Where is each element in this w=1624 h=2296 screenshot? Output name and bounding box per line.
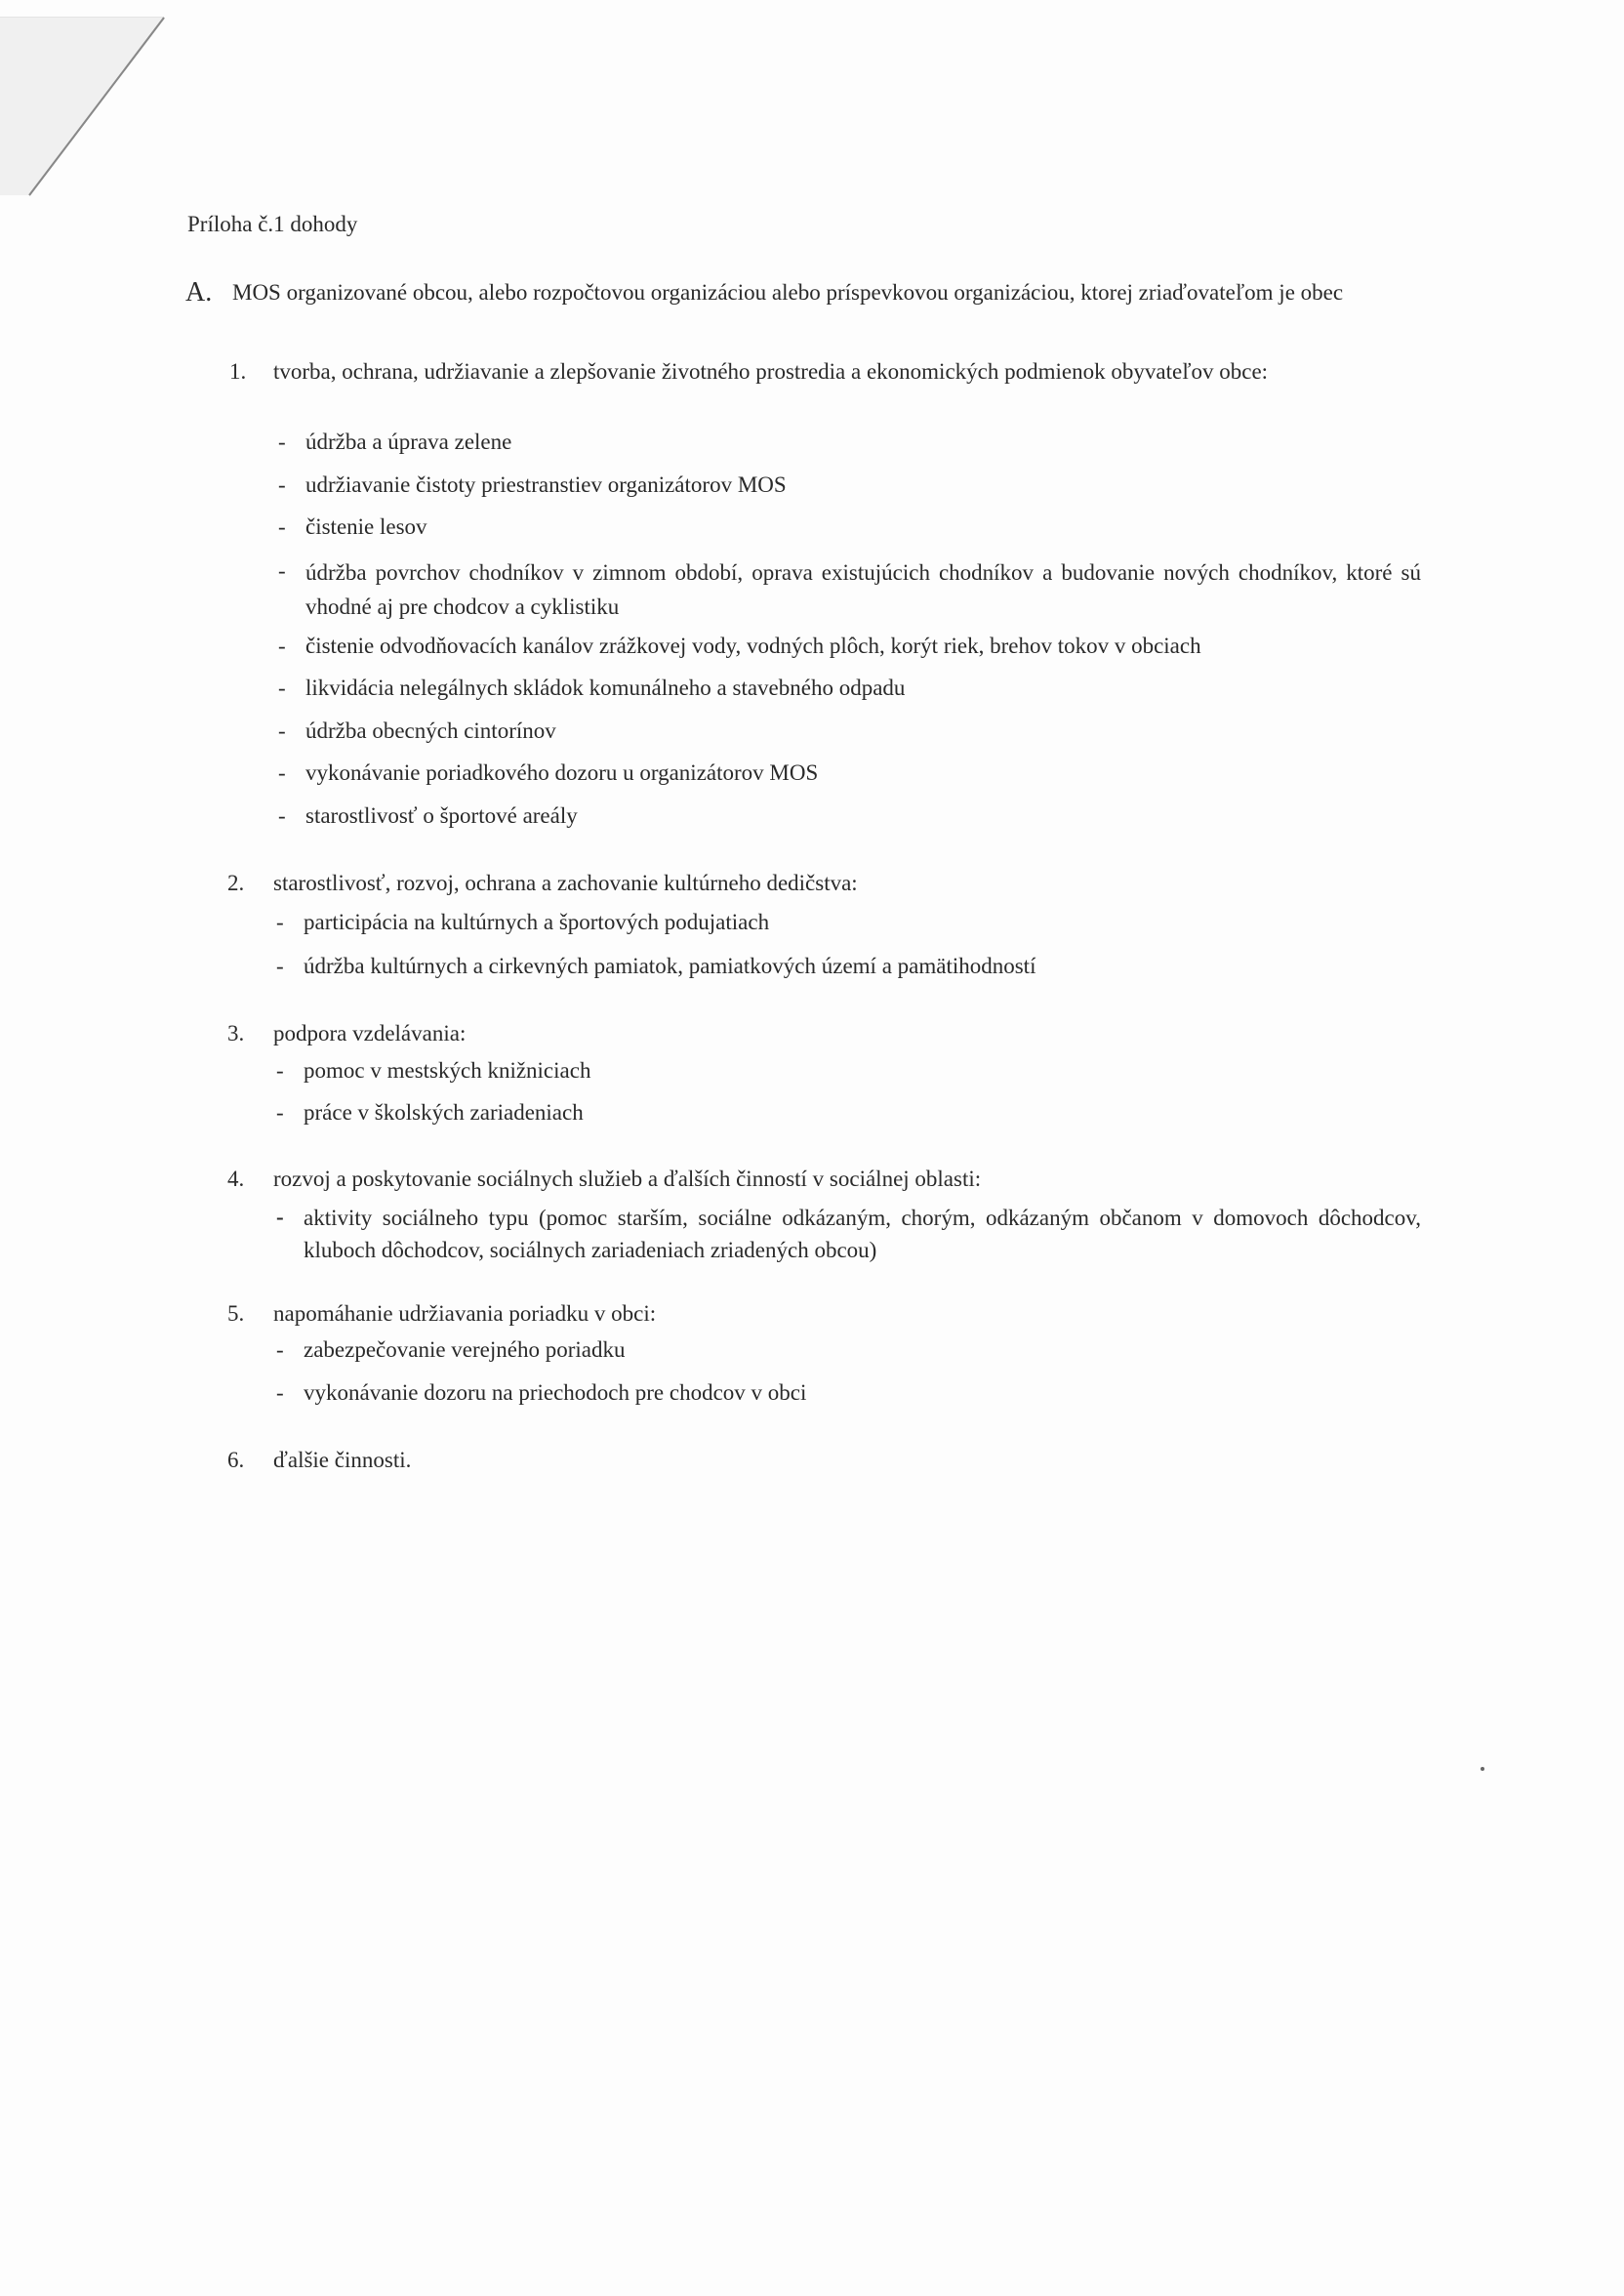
bullet-dash: -	[278, 760, 286, 785]
bullet-item: pomoc v mestských knižniciach	[304, 1058, 591, 1083]
bullet-dash: -	[276, 1380, 284, 1405]
bullet-item: čistenie odvodňovacích kanálov zrážkovej vody, vodných plôch, korýt riek, brehov tokov v obciach	[305, 634, 1201, 658]
bullet-item: aktivity sociálneho typu (pomoc starším, sociálne odkázaným, chorým, odkázaným občanom v domovoch dôchodcov, kluboch dôchodcov, sociálnych zariadeniach zriadených obcou)	[304, 1206, 1421, 1262]
item-text: rozvoj a poskytovanie sociálnych služieb a ďalších činností v sociálnej oblasti:	[273, 1167, 982, 1191]
bullet-item: práce v školských zariadeniach	[304, 1100, 584, 1125]
bullet-dash: -	[276, 954, 284, 978]
bullet-dash: -	[278, 430, 286, 454]
page-corner-fold	[0, 0, 176, 215]
bullet-dash: -	[276, 1058, 284, 1083]
item-number: 4.	[227, 1167, 245, 1191]
item-number: 1.	[229, 359, 247, 384]
bullet-item: údržba povrchov chodníkov v zimnom období, oprava existujúcich chodníkov a budovanie nových chodníkov, ktoré sú vhodné aj pre chodcov a cyklistiku	[305, 560, 1421, 619]
bullet-item: zabezpečovanie verejného poriadku	[304, 1337, 626, 1362]
bullet-dash: -	[278, 514, 286, 539]
bullet-dash: -	[276, 910, 284, 934]
bullet-dash: -	[278, 718, 286, 743]
bullet-dash: -	[278, 634, 286, 658]
item-text: starostlivosť, rozvoj, ochrana a zachovanie kultúrneho dedičstva:	[273, 871, 858, 895]
bullet-item: údržba a úprava zelene	[305, 430, 512, 454]
bullet-dash: -	[276, 1100, 284, 1125]
item-text: podpora vzdelávania:	[273, 1021, 467, 1046]
bullet-item: udržiavanie čistoty priestranstiev organizátorov MOS	[305, 472, 787, 497]
bullet-item: starostlivosť o športové areály	[305, 803, 578, 828]
item-number: 6.	[227, 1448, 245, 1472]
bullet-dash: -	[278, 558, 286, 583]
bullet-item: údržba kultúrnych a cirkevných pamiatok, pamiatkových území a pamätihodností	[304, 954, 1036, 978]
bullet-item: participácia na kultúrnych a športových podujatiach	[304, 910, 770, 934]
section-marker: A.	[185, 277, 213, 308]
bullet-item: likvidácia nelegálnych skládok komunálneho a stavebného odpadu	[305, 676, 906, 700]
bullet-dash: -	[278, 472, 286, 497]
bullet-item: vykonávanie dozoru na priechodoch pre chodcov v obci	[304, 1380, 807, 1405]
item-number: 5.	[227, 1301, 245, 1326]
item-text: tvorba, ochrana, udržiavanie a zlepšovanie životného prostredia a ekonomických podmienok obyvateľov obce:	[273, 359, 1269, 384]
item-text: ďalšie činnosti.	[273, 1448, 412, 1472]
bullet-item: čistenie lesov	[305, 514, 427, 539]
bullet-dash: -	[276, 1205, 284, 1229]
document-heading: Príloha č.1 dohody	[187, 212, 358, 236]
scan-speck	[1481, 1767, 1484, 1771]
bullet-dash: -	[278, 803, 286, 828]
bullet-dash: -	[278, 676, 286, 700]
bullet-item: vykonávanie poriadkového dozoru u organizátorov MOS	[305, 760, 819, 785]
item-number: 3.	[227, 1021, 245, 1046]
item-text: napomáhanie udržiavania poriadku v obci:	[273, 1301, 657, 1326]
section-text: MOS organizované obcou, alebo rozpočtovou organizáciou alebo príspevkovou organizáciou, ktorej zriaďovateľom je obec	[232, 280, 1344, 305]
item-number: 2.	[227, 871, 245, 895]
bullet-dash: -	[276, 1337, 284, 1362]
bullet-item: údržba obecných cintorínov	[305, 718, 556, 743]
